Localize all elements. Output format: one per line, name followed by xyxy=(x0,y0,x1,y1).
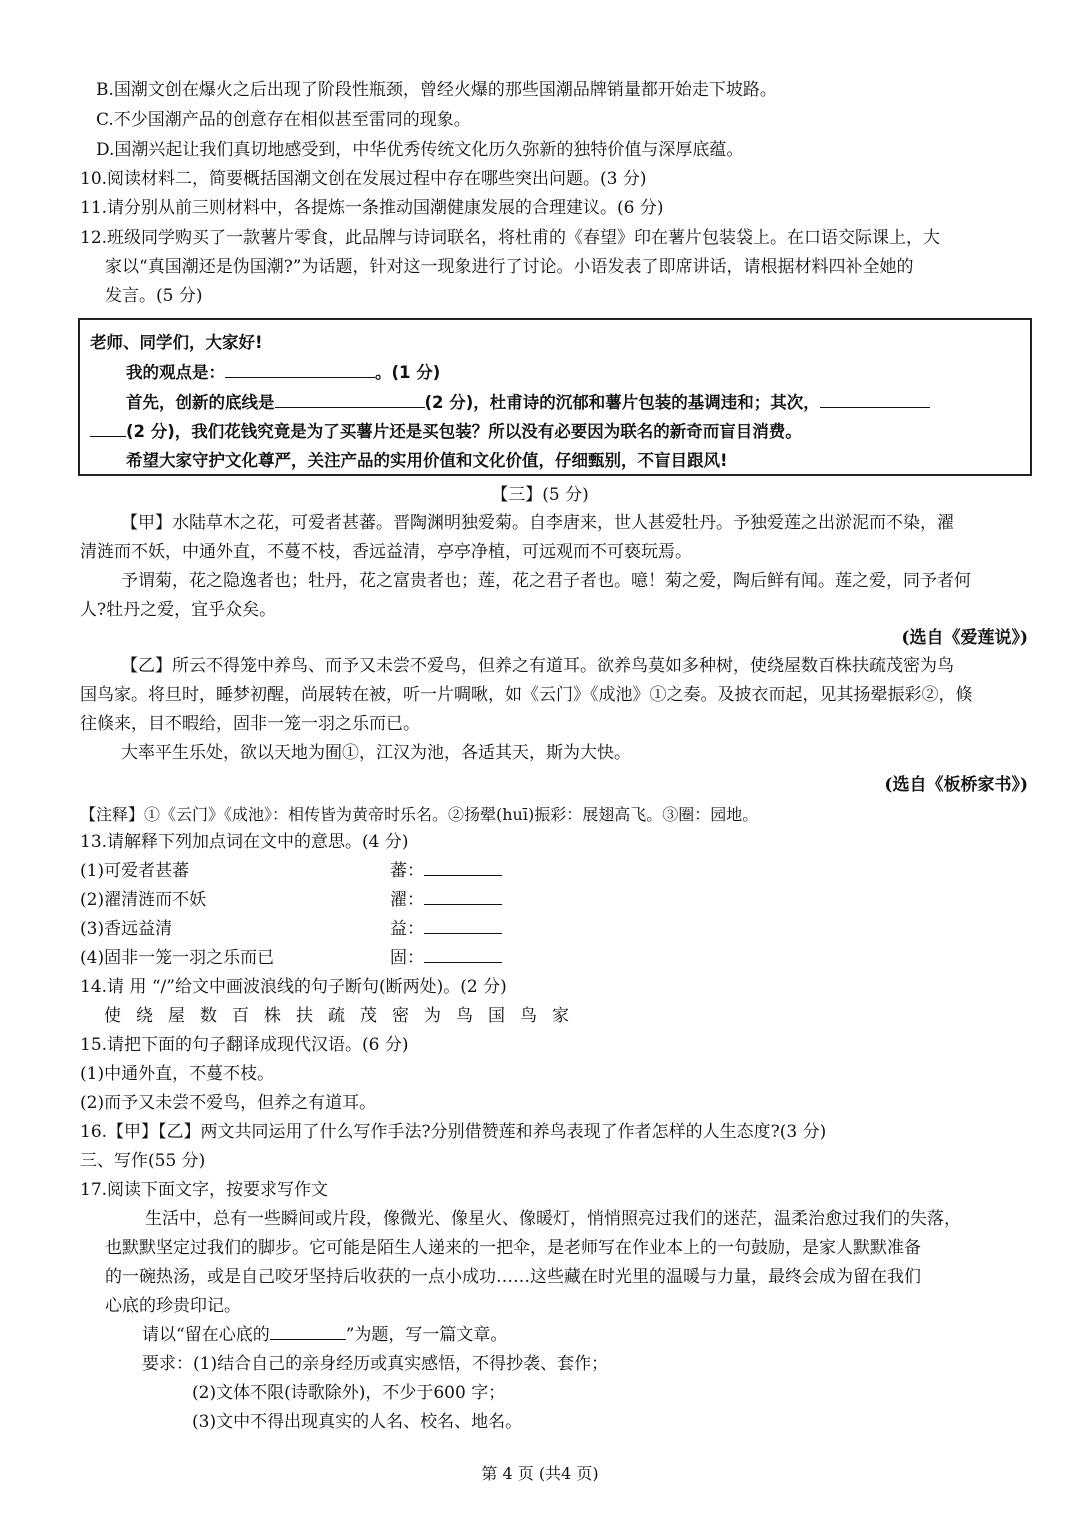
annotation-note: 【注释】①《云门》《成池》：相传皆为黄帝时乐名。②扬翚(huī)振彩：展翅高飞。③圈：园地。 xyxy=(80,805,759,824)
q15-sentence-1: (1)中通外直，不蔓不枝。 xyxy=(80,1064,275,1084)
q13-item-4-word: 固： xyxy=(390,944,502,973)
speech-first xyxy=(126,388,930,417)
writing-prompt-line2: 也默默坚定过我们的脚步。它可能是陌生人递来的一把伞，是老师写在作业本上的一句鼓励，是家人默默准备 xyxy=(105,1238,921,1258)
speech-viewpoint xyxy=(126,358,440,387)
second-blank-start[interactable] xyxy=(820,389,930,408)
viewpoint-blank[interactable] xyxy=(225,359,375,378)
speech-greeting: 老师、同学们，大家好! xyxy=(90,333,263,352)
question-14: 14.请 用 “/”给文中画波浪线的句子断句(断两处)。(2 分) xyxy=(80,977,507,997)
q13-item-3-word: 益： xyxy=(390,915,502,944)
question-11: 11.请分别从前三则材料中，各提炼一条推动国潮健康发展的合理建议。(6 分) xyxy=(80,198,664,218)
option-b: B.国潮文创在爆火之后出现了阶段性瓶颈，曾经火爆的那些国潮品牌销量都开始走下坡路。 xyxy=(96,80,777,100)
q14-sentence: 使绕屋数百株扶疏茂密为鸟国鸟家 xyxy=(104,1006,584,1026)
yi-p1-line2: 国鸟家。将旦时，睡梦初醒，尚展转在被，听一片啁啾，如《云门》《成池》①之奏。及披衣而起，见其扬翚振彩②，倏 xyxy=(80,685,973,705)
option-c: C.不少国潮产品的创意存在相似甚至雷同的现象。 xyxy=(96,110,471,130)
jia-p1-line1: 【甲】水陆草木之花，可爱者甚蕃。晋陶渊明独爱菊。自李唐来，世人甚爱牡丹。予独爱莲之出淤泥而不染，濯 xyxy=(121,513,954,533)
yi-p1-line1: 【乙】所云不得笼中养鸟、而予又未尝不爱鸟，但养之有道耳。欲养鸟莫如多种树，使绕屋数百株扶疏茂密为鸟 xyxy=(121,656,954,676)
section-three-heading: 【三】(5 分) xyxy=(491,485,589,505)
speech-first-suffix: (2 分)，杜甫诗的沉郁和薯片包装的基调违和；其次， xyxy=(424,393,820,412)
q13-item-3: (3)香远益清 xyxy=(80,919,173,939)
question-12-line1: 12.班级同学购买了一款薯片零食，此品牌与诗词联名，将杜甫的《春望》印在薯片包装袋上。在口语交际课上，大 xyxy=(80,228,941,248)
question-12-line3: 发言。(5 分) xyxy=(105,286,203,306)
writing-title-prompt: 请以“留在心底的 ”为题，写一篇文章。 xyxy=(142,1321,507,1350)
question-10: 10.阅读材料二，简要概括国潮文创在发展过程中存在哪些突出问题。(3 分) xyxy=(80,169,647,189)
question-16: 16.【甲】【乙】两文共同运用了什么写作手法?分别借赞莲和养鸟表现了作者怎样的人生态度?(3 分) xyxy=(80,1122,827,1142)
page-footer: 第 4 页 (共4 页) xyxy=(481,1464,599,1483)
speech-second-suffix: (2 分)，我们花钱究竟是为了买薯片还是买包装？所以没有必要因为联名的新奇而盲目消费。 xyxy=(126,422,802,441)
q13-blank-2[interactable] xyxy=(424,886,502,905)
yi-source: (选自《板桥家书》) xyxy=(884,775,1028,795)
q13-item-4: (4)固非一笼一羽之乐而已 xyxy=(80,948,275,968)
question-17: 17.阅读下面文字，按要求写作文 xyxy=(80,1180,329,1200)
option-d: D.国潮兴起让我们真切地感受到，中华优秀传统文化历久弥新的独特价值与深厚底蕴。 xyxy=(96,140,744,160)
q13-item-2: (2)濯清涟而不妖 xyxy=(80,890,207,910)
writing-requirement-1: 要求：(1)结合自己的亲身经历或真实感悟，不得抄袭、套作； xyxy=(142,1354,609,1374)
q13-blank-1[interactable] xyxy=(424,857,502,876)
speech-closing: 希望大家守护文化尊严，关注产品的实用价值和文化价值，仔细甄别，不盲目跟风! xyxy=(126,451,728,470)
yi-p1-line3: 往倏来，目不暇给，固非一笼一羽之乐而已。 xyxy=(80,714,420,734)
writing-requirement-2: (2)文体不限(诗歌除外)，不少于600 字； xyxy=(192,1383,506,1403)
q13-blank-3[interactable] xyxy=(424,915,502,934)
jia-p1-line2: 清涟而不妖，中通外直，不蔓不枝，香远益清，亭亭净植，可远观而不可亵玩焉。 xyxy=(80,542,692,562)
title-blank[interactable] xyxy=(270,1321,346,1340)
speech-viewpoint-suffix: 。(1 分) xyxy=(375,363,441,382)
q13-item-1: (1)可爱者甚蕃 xyxy=(80,861,190,881)
question-15: 15.请把下面的句子翻译成现代汉语。(6 分) xyxy=(80,1035,409,1055)
jia-source: (选自《爱莲说》) xyxy=(901,628,1028,648)
yi-p2: 大率平生乐处，欲以天地为囿①，江汉为池，各适其天，斯为大快。 xyxy=(121,743,631,763)
writing-prompt-line4: 心底的珍贵印记。 xyxy=(105,1296,241,1316)
jia-p2-line1: 予谓菊，花之隐逸者也；牡丹，花之富贵者也；莲，花之君子者也。噫！菊之爱，陶后鲜有闻。莲之爱，同予者何 xyxy=(121,571,971,591)
q13-item-1-word: 蕃： xyxy=(390,857,502,886)
q13-blank-4[interactable] xyxy=(424,944,502,963)
writing-requirement-3: (3)文中不得出现真实的人名、校名、地名。 xyxy=(192,1412,523,1432)
writing-prompt-line1: 生活中，总有一些瞬间或片段，像微光、像星火、像暖灯，悄悄照亮过我们的迷茫，温柔治愈过我们的失落， xyxy=(145,1209,961,1229)
writing-prompt-line3: 的一碗热汤，或是自己咬牙坚持后收获的一点小成功……这些藏在时光里的温暖与力量，最终会成为留在我们 xyxy=(105,1267,921,1287)
q13-item-2-word: 濯： xyxy=(390,886,502,915)
speech-box xyxy=(78,318,1032,476)
q15-sentence-2: (2)而予又未尝不爱鸟，但养之有道耳。 xyxy=(80,1093,377,1113)
writing-heading: 三、写作(55 分) xyxy=(80,1151,206,1171)
speech-first-prefix: 首先，创新的底线是 xyxy=(126,393,275,412)
speech-viewpoint-prefix: 我的观点是： xyxy=(126,363,225,382)
question-13: 13.请解释下列加点词在文中的意思。(4 分) xyxy=(80,832,409,852)
first-blank[interactable] xyxy=(275,389,425,408)
speech-second xyxy=(90,417,802,446)
jia-p2-line2: 人?牡丹之爱，宜乎众矣。 xyxy=(80,600,277,620)
question-12-line2: 家以“真国潮还是伪国潮?”为话题，针对这一现象进行了讨论。小语发表了即席讲话，请根据材料四补全她的 xyxy=(105,257,914,277)
second-blank-end[interactable] xyxy=(90,418,126,437)
